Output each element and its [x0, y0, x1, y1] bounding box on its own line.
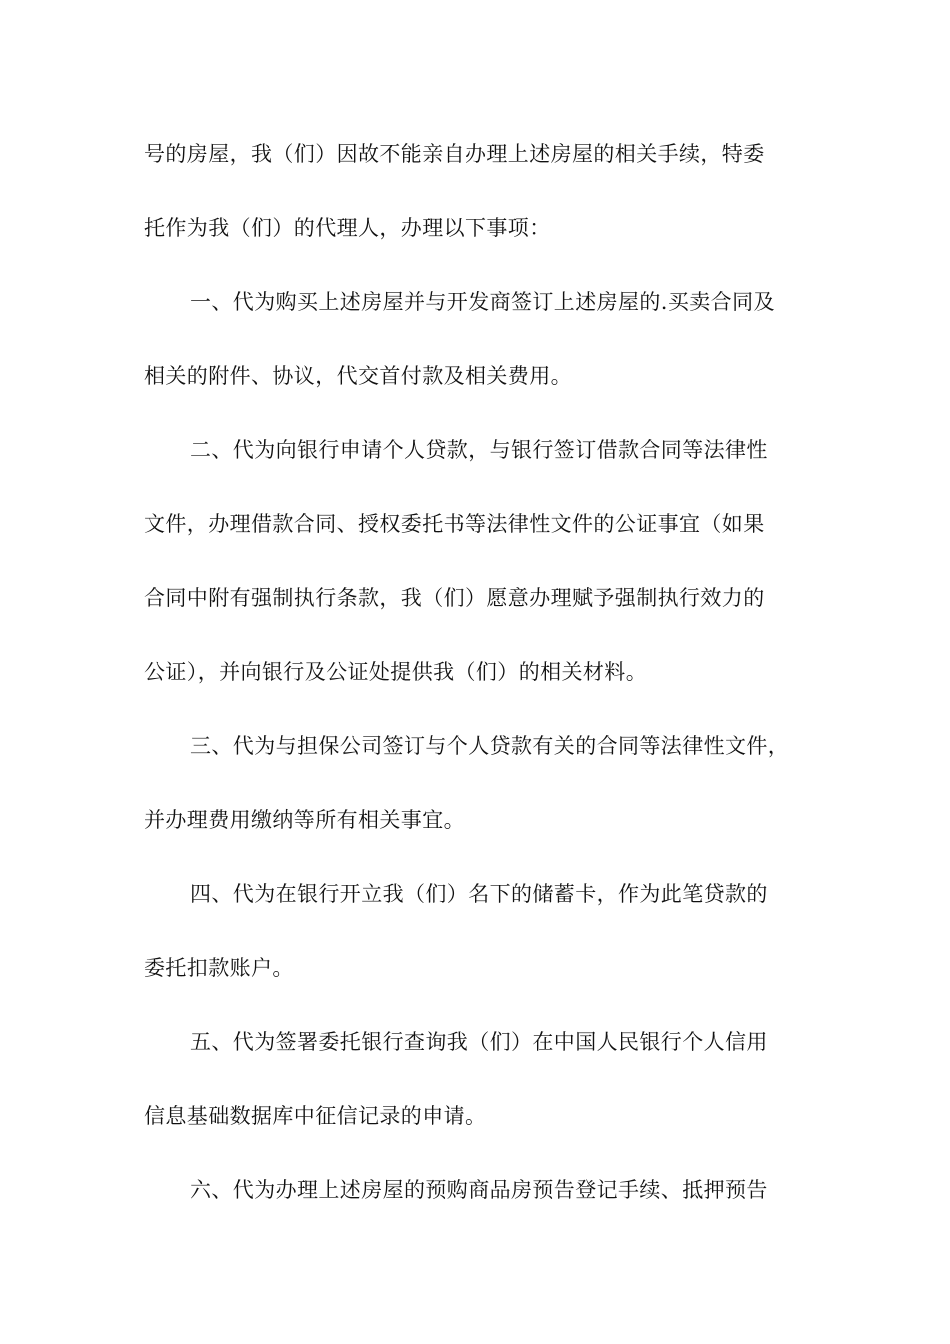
- text-line-1: 号的房屋，我（们）因故不能亲自办理上述房屋的相关手续，特委: [144, 142, 765, 166]
- clause-2-line-3: 合同中附有强制执行条款，我（们）愿意办理赋予强制执行效力的: [144, 586, 765, 610]
- clause-3-line-2: 并办理费用缴纳等所有相关事宜。: [144, 808, 465, 832]
- clause-2-line-4: 公证），并向银行及公证处提供我（们）的相关材料。: [144, 660, 648, 684]
- clause-1-line-2: 相关的附件、协议，代交首付款及相关费用。: [144, 364, 572, 388]
- clause-4-line-1: 四、代为在银行开立我（们）名下的储蓄卡，作为此笔贷款的: [190, 882, 768, 906]
- text-line-2: 托作为我（们）的代理人，办理以下事项：: [144, 216, 551, 240]
- clause-1-line-1: 一、代为购买上述房屋并与开发商签订上述房屋的.买卖合同及: [190, 290, 775, 314]
- clause-3-line-1: 三、代为与担保公司签订与个人贷款有关的合同等法律性文件，: [190, 734, 790, 758]
- clause-6-line-1: 六、代为办理上述房屋的预购商品房预告登记手续、抵押预告: [190, 1178, 768, 1202]
- clause-5-line-1: 五、代为签署委托银行查询我（们）在中国人民银行个人信用: [190, 1030, 768, 1054]
- clause-5-line-2: 信息基础数据库中征信记录的申请。: [144, 1104, 487, 1128]
- clause-4-line-2: 委托扣款账户。: [144, 956, 294, 980]
- clause-2-line-2: 文件，办理借款合同、授权委托书等法律性文件的公证事宜（如果: [144, 512, 765, 536]
- clause-2-line-1: 二、代为向银行申请个人贷款，与银行签订借款合同等法律性: [190, 438, 768, 462]
